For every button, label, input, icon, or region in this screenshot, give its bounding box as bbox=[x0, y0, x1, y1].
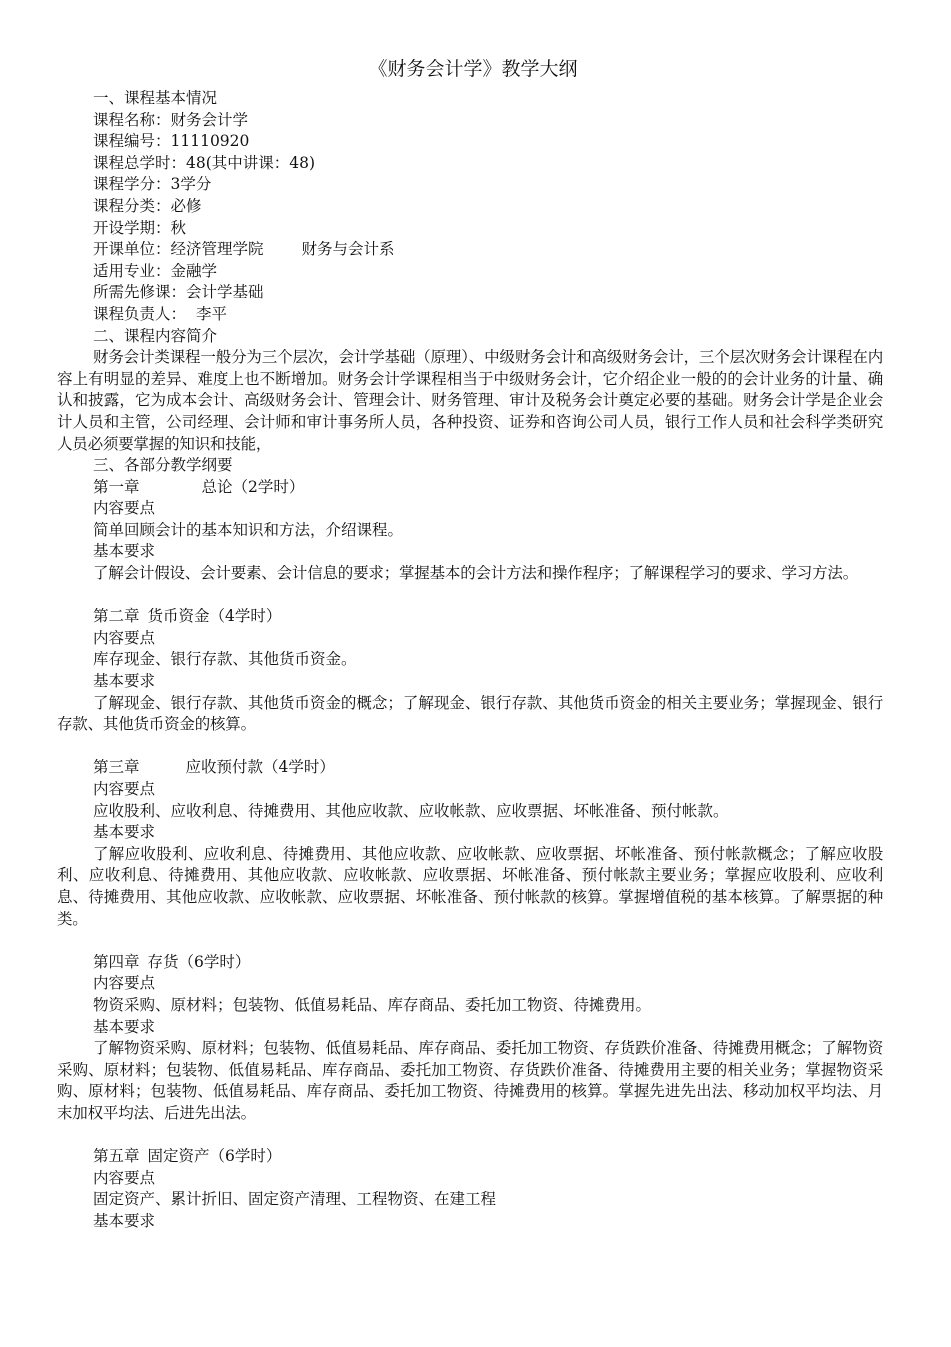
chapter-2-number: 第二章 bbox=[93, 607, 140, 626]
section-heading-basic-info: 一、课程基本情况 bbox=[93, 89, 218, 107]
section-heading-outline: 三、各部分教学纲要 bbox=[93, 456, 233, 475]
chapter-4-content: 物资采购、原材料；包装物、低值易耗品、库存商品、委托加工物资、待摊费用。 bbox=[93, 995, 652, 1014]
chapter-3-number: 第三章 bbox=[93, 758, 140, 777]
blank-line bbox=[57, 1125, 883, 1147]
chapter-5-number: 第五章 bbox=[93, 1147, 140, 1166]
chapter-2-req: 了解现金、银行存款、其他货币资金的概念；了解现金、银行存款、其他货币资金的相关主要业务；掌握现金、银行存款、其他货币资金的核算。 bbox=[57, 693, 883, 734]
course-code: 课程编号：11110920 bbox=[93, 132, 250, 151]
course-name: 课程名称：财务会计学 bbox=[93, 110, 249, 129]
chapter-5-name: 固定资产（6学时） bbox=[147, 1147, 282, 1166]
chapter-5-content-label: 内容要点 bbox=[93, 1168, 156, 1187]
chapter-1-number: 第一章 bbox=[93, 477, 140, 496]
chapter-3-content: 应收股利、应收利息、待摊费用、其他应收款、应收帐款、应收票据、坏帐准备、预付帐款。 bbox=[93, 801, 729, 820]
chapter-3-name: 应收预付款（4学时） bbox=[185, 758, 335, 777]
chapter-3-req: 了解应收股利、应收利息、待摊费用、其他应收款、应收帐款、应收票据、坏帐准备、预付帐款概念；了解应收股利、应收利息、待摊费用、其他应收款、应收帐款、应收票据、坏帐准备、预付帐款主要业务；掌握应收股利、应收利息、待摊费用、其他应收款、应收帐款、应收票据、坏帐准备、预付帐款的核算。掌握增值税的基本核算。了解票据的种类。 bbox=[57, 844, 883, 928]
course-hours: 课程总学时：48(其中讲课：48) bbox=[93, 153, 316, 172]
course-semester: 开设学期：秋 bbox=[93, 218, 187, 237]
chapter-4-name: 存货（6学时） bbox=[147, 952, 251, 971]
chapter-4-content-label: 内容要点 bbox=[93, 974, 156, 993]
course-major: 适用专业：金融学 bbox=[93, 261, 218, 280]
course-lead bbox=[57, 304, 883, 326]
chapter-1-name: 总论（2学时） bbox=[201, 477, 305, 496]
course-lead-name: 李平 bbox=[196, 304, 228, 323]
chapter-4-req: 了解物资采购、原材料；包装物、低值易耗品、库存商品、委托加工物资、存货跌价准备、待摊费用概念；了解物资采购、原材料；包装物、低值易耗品、库存商品、委托加工物资、存货跌价准备、待摊费用主要的相关业务；掌握物资采购、原材料；包装物、低值易耗品、库存商品、委托加工物资、待摊费用的核算。掌握先进先出法、移动加权平均法、月末加权平均法、后进先出法。 bbox=[57, 1039, 883, 1122]
chapter-4-number: 第四章 bbox=[93, 952, 140, 971]
chapter-1-req: 了解会计假设、会计要素、会计信息的要求；掌握基本的会计方法和操作程序；了解课程学习的要求、学习方法。 bbox=[93, 564, 859, 583]
course-unit-dept: 财务与会计系 bbox=[301, 240, 395, 259]
document-page bbox=[57, 56, 883, 1232]
chapter-2-title bbox=[57, 606, 883, 628]
course-prereq: 所需先修课：会计学基础 bbox=[93, 283, 264, 302]
course-credits: 课程学分：3学分 bbox=[93, 175, 212, 194]
chapter-2-content: 库存现金、银行存款、其他货币资金。 bbox=[93, 650, 357, 669]
course-lead-label: 课程负责人： bbox=[93, 304, 187, 323]
chapter-1-req-label: 基本要求 bbox=[93, 542, 156, 561]
blank-line bbox=[57, 736, 883, 758]
chapter-3-content-label: 内容要点 bbox=[93, 780, 156, 798]
course-category: 课程分类：必修 bbox=[93, 196, 202, 215]
chapter-1-content: 简单回顾会计的基本知识和方法，介绍课程。 bbox=[93, 520, 404, 539]
chapter-5-title bbox=[57, 1146, 883, 1168]
chapter-1-content-label: 内容要点 bbox=[93, 499, 156, 518]
chapter-4-title bbox=[57, 952, 883, 974]
chapter-5-req-label: 基本要求 bbox=[93, 1211, 156, 1230]
chapter-2-content-label: 内容要点 bbox=[93, 628, 156, 647]
document-title: 《财务会计学》教学大纲 bbox=[368, 58, 578, 80]
chapter-3-req-label: 基本要求 bbox=[93, 823, 156, 842]
blank-line bbox=[57, 930, 883, 952]
chapter-2-req-label: 基本要求 bbox=[93, 672, 156, 691]
chapter-1-title bbox=[57, 477, 883, 499]
chapter-4-req-label: 基本要求 bbox=[93, 1017, 156, 1036]
section-heading-intro: 二、课程内容简介 bbox=[93, 326, 218, 345]
chapter-2-name: 货币资金（4学时） bbox=[147, 607, 282, 626]
course-unit bbox=[57, 239, 883, 261]
course-unit-label: 开课单位：经济管理学院 bbox=[93, 240, 264, 259]
intro-paragraph: 财务会计类课程一般分为三个层次，会计学基础（原理）、中级财务会计和高级财务会计，三个层次财务会计课程在内容上有明显的差异、难度上也不断增加。财务会计学课程相当于中级财务会计，它介绍企业一般的的会计业务的计量、确认和披露，它为成本会计、高级财务会计、管理会计、财务管理、审计及税务会计奠定必要的基础。财务会计学是企业会计人员和主管，公司经理、会计师和审计事务所人员，各种投资、证券和咨询公司人员，银行工作人员和社会科学类研究人员必须要掌握的知识和技能， bbox=[57, 348, 883, 453]
chapter-3-title bbox=[57, 757, 883, 779]
blank-line bbox=[57, 585, 883, 607]
chapter-5-content: 固定资产、累计折旧、固定资产清理、工程物资、在建工程 bbox=[93, 1190, 497, 1209]
